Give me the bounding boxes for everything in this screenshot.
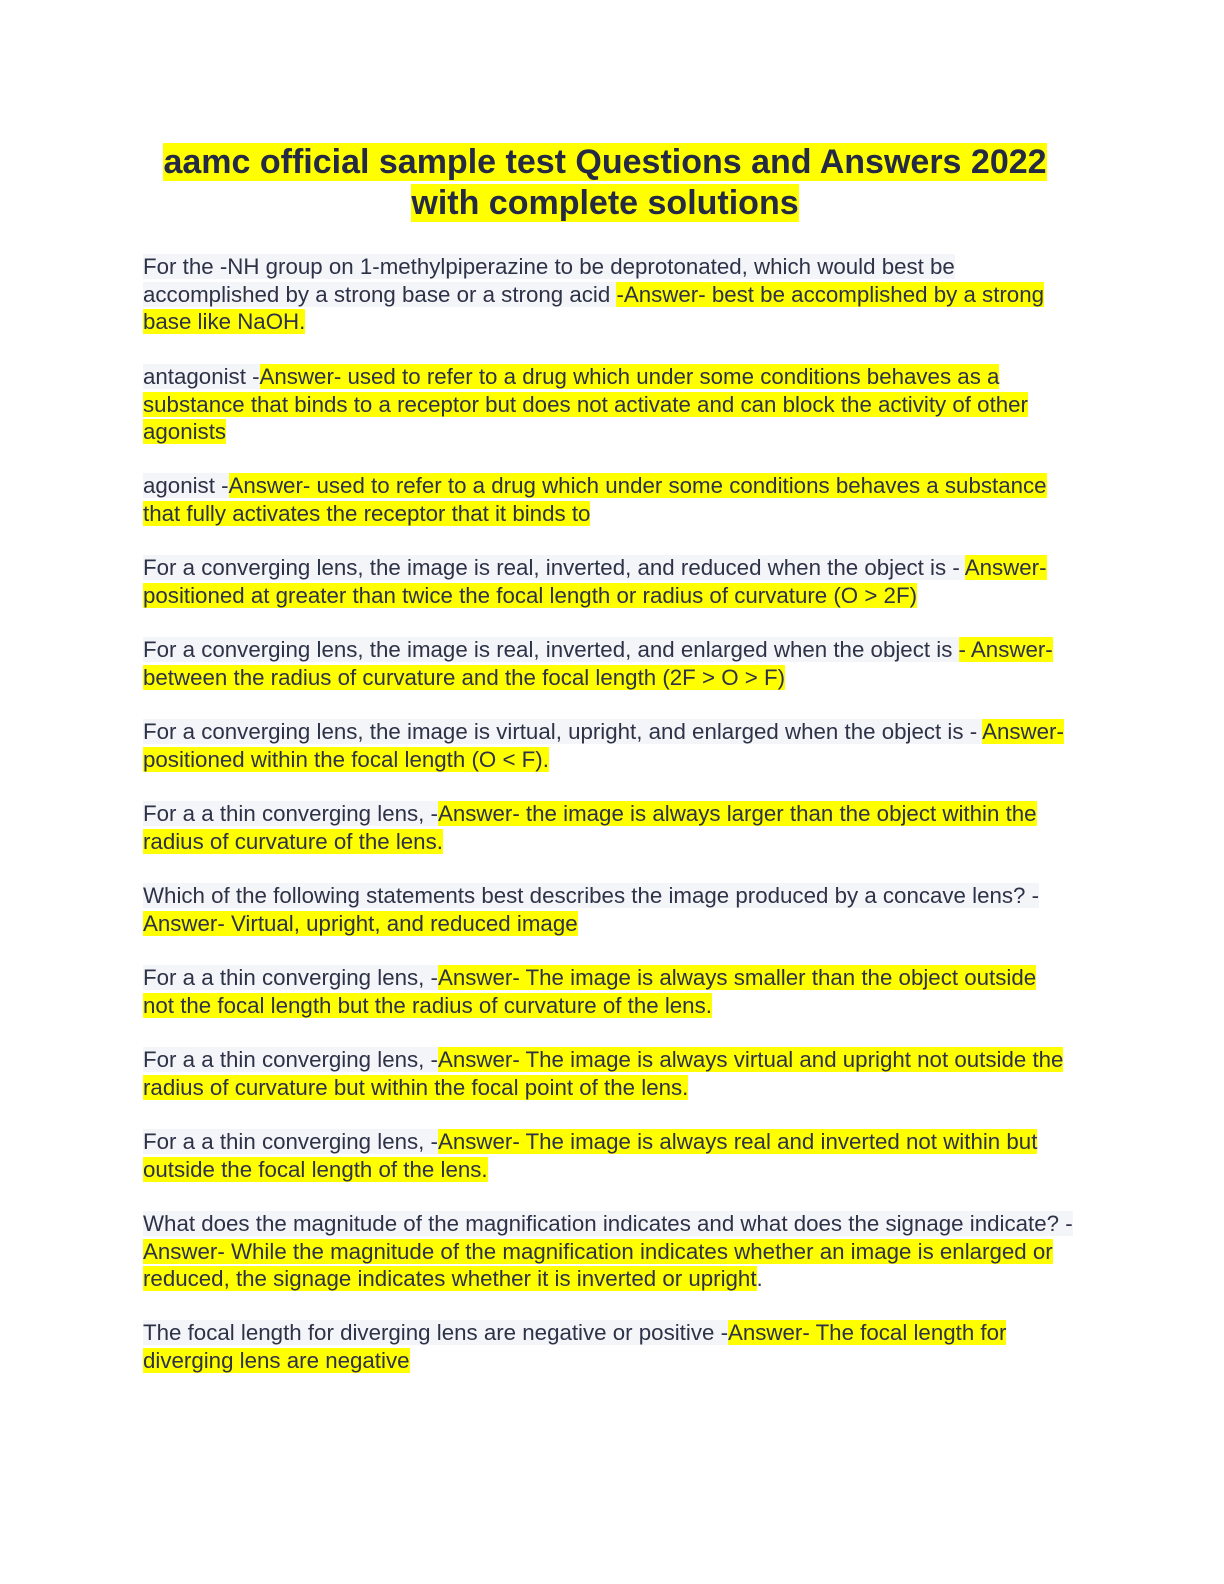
- question-text: For a a thin converging lens, -: [143, 801, 438, 826]
- question-text: The focal length for diverging lens are negative or positive -: [143, 1320, 728, 1345]
- title-line-2: with complete solutions: [411, 184, 799, 222]
- question-text: For a converging lens, the image is real, inverted, and enlarged when the object is: [143, 637, 959, 662]
- answer-text: Answer- used to refer to a drug which under some conditions behaves a substance that fully activates the receptor that it binds to: [143, 473, 1047, 526]
- answer-text: Answer- used to refer to a drug which under some conditions behaves as a substance that binds to a receptor but does not activate and can block the activity of other agonists: [143, 364, 1028, 444]
- question-text: For a converging lens, the image is virtual, upright, and enlarged when the object is -: [143, 719, 983, 744]
- answer-text: Answer- The image is always smaller than the object outside not the focal length but the radius of curvature of the lens.: [143, 965, 1037, 1018]
- qa-entry-1: [143, 253, 1073, 336]
- qa-entry-11: [143, 1128, 1073, 1183]
- qa-entry-4: [143, 554, 1073, 609]
- question-text: agonist -: [143, 473, 229, 498]
- question-text: For a a thin converging lens, -: [143, 1047, 438, 1072]
- title-line-1: aamc official sample test Questions and Answers 2022: [163, 143, 1047, 181]
- qa-entry-12: [143, 1210, 1073, 1293]
- answer-text: Answer- While the magnitude of the magnification indicates whether an image is enlarged or reduced, the signage indicates whether it is inverted or upright: [143, 1238, 1053, 1291]
- question-text: For the -NH group on 1-methylpiperazine to be deprotonated, which would best be accomplished by a strong base or a strong acid: [143, 254, 955, 307]
- answer-text: Answer- The image is always real and inverted not within but outside the focal length of the lens.: [143, 1129, 1038, 1182]
- qa-entry-7: [143, 800, 1073, 855]
- qa-entry-10: [143, 1046, 1073, 1101]
- question-text: For a converging lens, the image is real, inverted, and reduced when the object is -: [143, 555, 965, 580]
- document-title: [130, 142, 1080, 224]
- answer-text: - Answer- between the radius of curvature and the focal length (2F > O > F): [143, 637, 1053, 690]
- qa-entry-2: [143, 363, 1073, 446]
- qa-entry-9: [143, 964, 1073, 1019]
- question-text: For a a thin converging lens, -: [143, 965, 438, 990]
- qa-entry-3: [143, 472, 1073, 527]
- qa-entry-8: [143, 882, 1073, 937]
- qa-entry-6: [143, 718, 1073, 773]
- question-text: Which of the following statements best describes the image produced by a concave lens? -: [143, 883, 1040, 908]
- answer-text: Answer- positioned within the focal length (O < F).: [143, 719, 1064, 772]
- qa-entry-5: [143, 636, 1073, 691]
- answer-tail: .: [756, 1266, 763, 1291]
- answer-text: Answer- positioned at greater than twice the focal length or radius of curvature (O > 2F): [143, 555, 1047, 608]
- question-text: What does the magnitude of the magnification indicates and what does the signage indicate? -: [143, 1211, 1073, 1236]
- question-text: For a a thin converging lens, -: [143, 1129, 438, 1154]
- question-text: antagonist -: [143, 364, 260, 389]
- answer-text: Answer- The image is always virtual and upright not outside the radius of curvature but within the focal point of the lens.: [143, 1047, 1064, 1100]
- answer-text: Answer- the image is always larger than the object within the radius of curvature of the lens.: [143, 801, 1037, 854]
- qa-entry-13: [143, 1319, 1073, 1374]
- answer-text: Answer- Virtual, upright, and reduced image: [143, 910, 578, 936]
- answer-text: Answer- The focal length for diverging lens are negative: [143, 1320, 1007, 1373]
- answer-text: -Answer- best be accomplished by a strong base like NaOH.: [143, 281, 1045, 334]
